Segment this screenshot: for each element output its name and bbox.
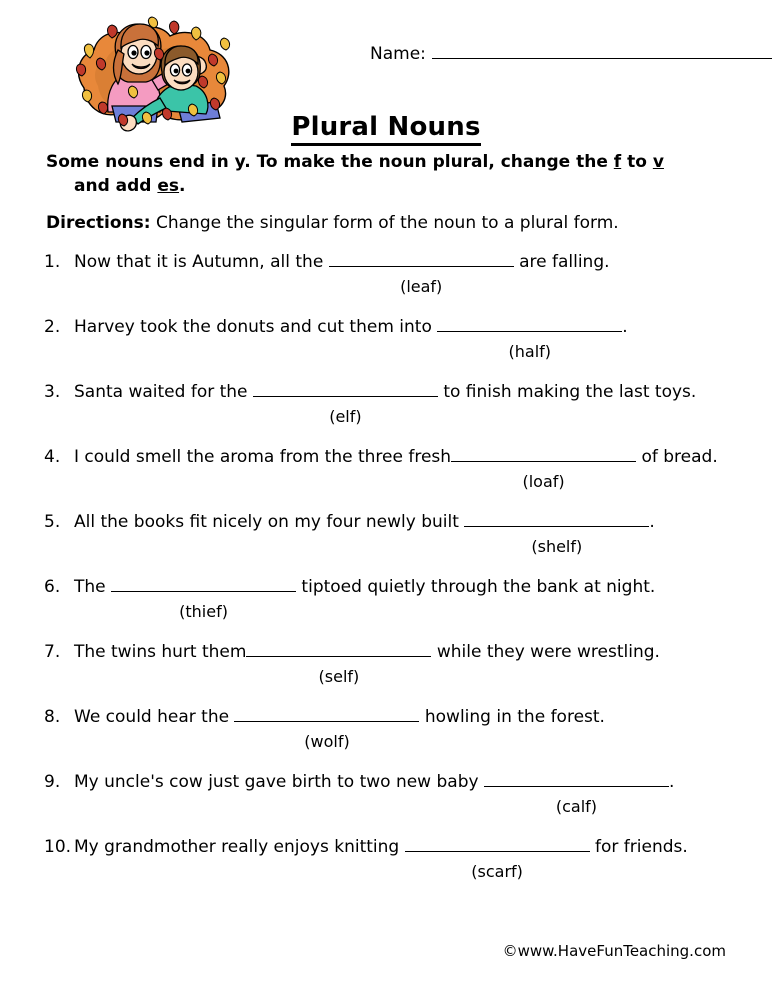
- question-number: 5.: [44, 512, 61, 533]
- question-body: [74, 577, 656, 622]
- question-number: 9.: [44, 772, 61, 793]
- question-item: [44, 577, 748, 642]
- rule-text-part1: Some nouns end in y. To make the noun plural, change the: [46, 152, 614, 172]
- question-text-before: I could smell the aroma from the three fresh: [74, 447, 452, 468]
- footer-copyright: ©www.HaveFunTeaching.com: [502, 942, 726, 960]
- singular-hint: (half): [508, 342, 552, 362]
- question-text-before: Harvey took the donuts and cut them into: [74, 317, 438, 338]
- question-text-before: We could hear the: [74, 707, 235, 728]
- answer-blank[interactable]: [234, 708, 419, 752]
- question-item: [44, 512, 748, 577]
- question-line: [44, 252, 748, 297]
- question-text-before: My uncle's cow just gave birth to two new baby: [74, 772, 484, 793]
- rule-line2-pre: and add: [74, 176, 158, 197]
- question-line: [44, 642, 748, 687]
- singular-hint: (scarf): [471, 862, 523, 882]
- question-text-before: Santa waited for the: [74, 382, 253, 403]
- question-line: [44, 707, 748, 752]
- answer-blank[interactable]: [405, 838, 590, 882]
- name-input-line[interactable]: [432, 45, 772, 59]
- answer-blank[interactable]: [111, 578, 296, 622]
- question-body: [74, 837, 688, 882]
- question-line: [44, 837, 748, 882]
- question-body: [74, 252, 610, 297]
- singular-hint: (calf): [555, 797, 598, 817]
- question-body: [74, 382, 697, 427]
- question-line: [44, 317, 748, 362]
- singular-hint: (thief): [179, 602, 228, 622]
- page-title-text: Plural Nouns: [291, 112, 480, 146]
- question-text-after: howling in the forest.: [419, 707, 605, 728]
- answer-blank[interactable]: [437, 318, 622, 362]
- rule-suffix-es: es: [157, 176, 180, 197]
- question-number: 3.: [44, 382, 61, 403]
- question-text-before: The: [74, 577, 112, 598]
- singular-hint: (loaf): [522, 472, 565, 492]
- name-label: Name:: [370, 44, 426, 64]
- answer-blank[interactable]: [464, 513, 649, 557]
- question-item: [44, 447, 748, 512]
- question-text-after: .: [668, 772, 675, 793]
- question-text-after: .: [622, 317, 628, 338]
- questions-list: [0, 252, 772, 902]
- question-number: 7.: [44, 642, 61, 663]
- question-body: [74, 642, 660, 687]
- question-line: [44, 512, 748, 557]
- question-body: [74, 317, 628, 362]
- rule-letter-f: f: [613, 152, 622, 172]
- question-text-after: of bread.: [636, 447, 718, 468]
- question-line: [44, 577, 748, 622]
- question-text-after: tiptoed quietly through the bank at night.: [296, 577, 656, 598]
- question-line: [44, 447, 748, 492]
- question-number: 4.: [44, 447, 61, 468]
- question-body: [74, 512, 655, 557]
- question-text-after: to finish making the last toys.: [437, 382, 697, 403]
- question-text-before: The twins hurt them: [74, 642, 247, 663]
- question-number: 1.: [44, 252, 61, 273]
- answer-blank[interactable]: [329, 253, 514, 297]
- question-item: [44, 707, 748, 772]
- question-item: [44, 837, 748, 902]
- page-title: [0, 112, 772, 142]
- question-text-before: Now that it is Autumn, all the: [74, 252, 329, 273]
- singular-hint: (leaf): [400, 277, 443, 297]
- question-body: [74, 447, 718, 492]
- question-body: [74, 772, 675, 817]
- singular-hint: (shelf): [531, 537, 583, 557]
- question-number: 10.: [44, 837, 72, 858]
- question-item: [44, 252, 748, 317]
- question-body: [74, 707, 605, 752]
- singular-hint: (wolf): [304, 732, 350, 752]
- directions: [0, 212, 772, 234]
- question-line: [44, 772, 748, 817]
- question-text-before: My grandmother really enjoys knitting: [74, 837, 405, 858]
- answer-blank[interactable]: [484, 773, 669, 817]
- directions-label: Directions:: [46, 213, 151, 234]
- directions-text: Change the singular form of the noun to a plural form.: [150, 213, 619, 234]
- question-text-before: All the books fit nicely on my four newly built: [74, 512, 465, 533]
- rule-text-mid: to: [621, 152, 653, 172]
- question-item: [44, 772, 748, 837]
- singular-hint: (elf): [329, 407, 362, 427]
- grammar-rule: [0, 150, 772, 198]
- question-text-after: .: [649, 512, 655, 533]
- question-number: 8.: [44, 707, 61, 728]
- question-line: [44, 382, 748, 427]
- answer-blank[interactable]: [451, 448, 636, 492]
- rule-letter-v: v: [652, 152, 664, 172]
- question-text-after: for friends.: [589, 837, 688, 858]
- question-item: [44, 317, 748, 382]
- rule-line2-post: .: [179, 176, 186, 197]
- worksheet-header: [0, 0, 772, 150]
- question-number: 2.: [44, 317, 61, 338]
- question-item: [44, 382, 748, 447]
- question-text-after: are falling.: [513, 252, 610, 273]
- question-item: [44, 642, 748, 707]
- question-text-after: while they were wrestling.: [431, 642, 660, 663]
- question-number: 6.: [44, 577, 61, 598]
- name-field-row: [370, 44, 772, 64]
- singular-hint: (self): [318, 667, 360, 687]
- answer-blank[interactable]: [246, 643, 431, 687]
- answer-blank[interactable]: [253, 383, 438, 427]
